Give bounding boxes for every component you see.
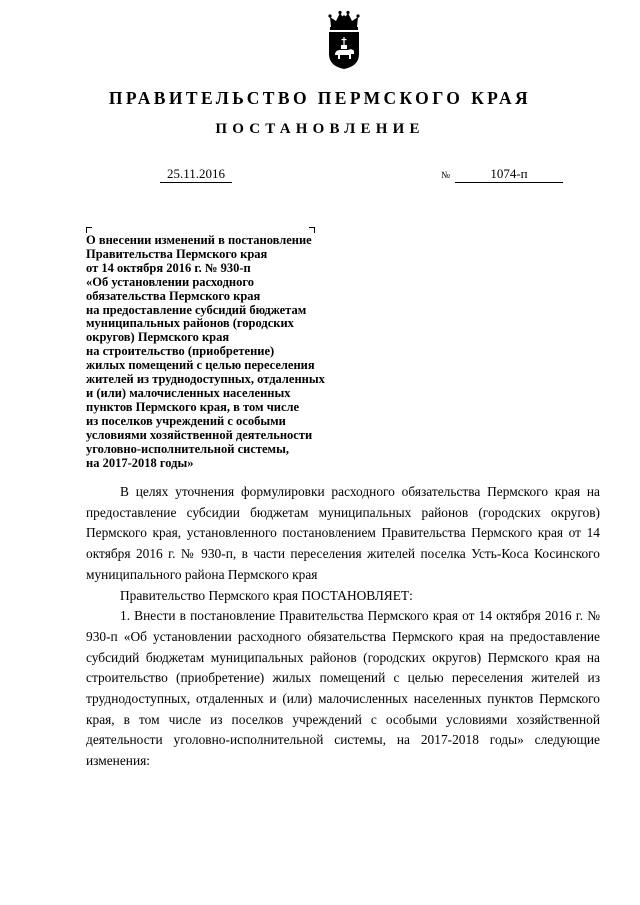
- heading-line: условиями хозяйственной деятельности: [86, 427, 313, 442]
- heading-line: О внесении изменений в постановление: [86, 233, 312, 247]
- heading-line: «Об установлении расходного: [86, 274, 254, 289]
- heading-line: на 2017-2018 годы»: [86, 455, 194, 470]
- heading-line: из поселков учреждений с особыми: [86, 413, 286, 428]
- document-date: 25.11.2016: [160, 165, 232, 183]
- heading-line: пунктов Пермского края, в том числе: [86, 399, 300, 414]
- document-number: 1074-п: [455, 165, 563, 183]
- body-paragraph-item-1: 1. Внести в постановление Правительства Пермского края от 14 октября 2016 г. № 930-п «Об установлении расходного обязательства Пермского края на предоставление субсидий бюджетам муниципальных районов (городских округов) Пермского края на строительство (приобретение) жилых помещений с целью переселения жителей из труднодоступных, отдаленных и (или) малочисленных населенных пунктов Пермского края, в том числе из поселков учреждений с особыми условиями хозяйственной деятельности уголовно-исполнительной системы, на 2017-2018 годы» следующие изменения:: [86, 608, 600, 769]
- heading-line: жителей из труднодоступных, отдаленных: [86, 372, 325, 387]
- heading-line: обязательства Пермского края: [86, 288, 261, 303]
- heading-line: Правительства Пермского края: [86, 246, 268, 261]
- document-body: [86, 482, 600, 772]
- document-type-title: ПОСТАНОВЛЕНИЕ: [215, 121, 425, 137]
- heading-line: на строительство (приобретение): [86, 344, 275, 359]
- organization-title: ПРАВИТЕЛЬСТВО ПЕРМСКОГО КРАЯ: [108, 88, 532, 108]
- perm-krai-coat-of-arms-icon: [326, 10, 362, 70]
- heading-line: и (или) малочисленных населенных: [86, 385, 291, 400]
- document-heading: [86, 234, 386, 470]
- heading-line: уголовно-исполнительной системы,: [86, 441, 289, 456]
- body-paragraph-resolves: Правительство Пермского края ПОСТАНОВЛЯЕТ:: [120, 587, 413, 603]
- body-paragraph-preamble: В целях уточнения формулировки расходного обязательства Пермского края на предоставление субсидии бюджетам муниципальных районов (городских округов) Пермского края, установленного постановлением Правительства Пермского края от 14 октября 2016 г. № 930-п, в части переселения жителей поселка Усть-Коса Косинского муниципального района Пермского края: [86, 484, 600, 582]
- heading-line: муниципальных районов (городских: [86, 316, 294, 331]
- heading-line: округов) Пермского края: [86, 330, 230, 345]
- heading-line: жилых помещений с целью переселения: [86, 358, 315, 373]
- number-sign: №: [441, 171, 451, 181]
- heading-line: от 14 октября 2016 г. № 930-п: [86, 260, 251, 275]
- heading-line: на предоставление субсидий бюджетам: [86, 302, 307, 317]
